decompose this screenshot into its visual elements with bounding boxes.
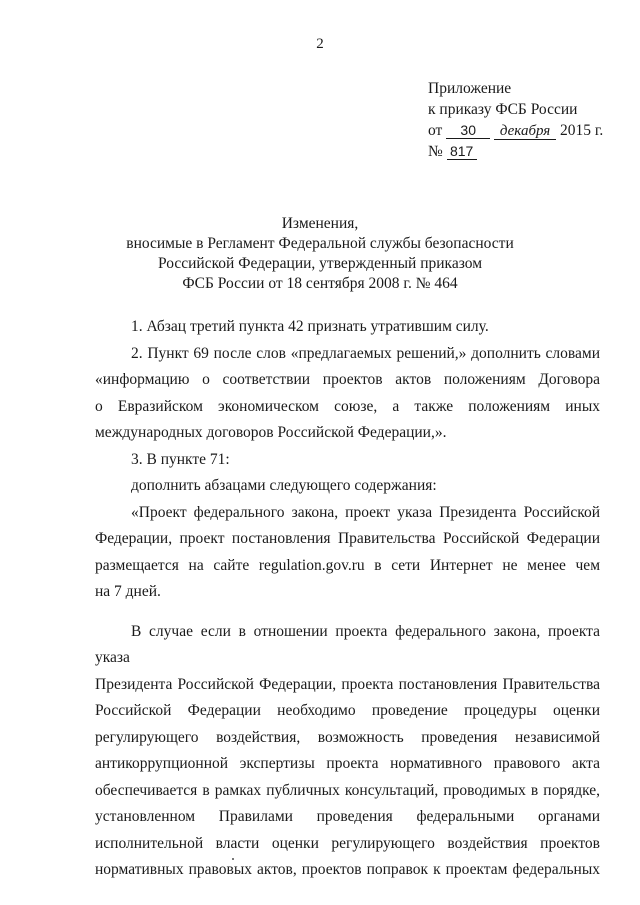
- quoted-line: исполнительной власти оценки регулирующего воздействия проектов: [95, 834, 600, 852]
- item-2-line: о Евразийском экономическом союзе, а также положениям иных: [95, 397, 600, 415]
- title-line-4: ФСБ России от 18 сентября 2008 г. № 464: [182, 275, 458, 292]
- quoted-line: Российской Федерации необходимо проведение процедуры оценки: [95, 702, 600, 719]
- quoted-line: нормативных правовых актов, проектов поправок к проектам федеральных: [95, 861, 600, 878]
- title-line-1: Изменения,: [281, 215, 359, 232]
- appendix-month: декабря: [494, 123, 556, 140]
- appendix-year: 2015 г.: [559, 122, 604, 139]
- quoted-paragraph-1: [95, 500, 600, 606]
- title-line-3: Российской Федерации, утвержденный приказом: [157, 255, 483, 272]
- item-3: 3. В пункте 71:: [131, 450, 230, 468]
- quoted-line: В случае если в отношении проекта федерального закона, проекта указа: [95, 622, 600, 666]
- item-3-intro: дополнить абзацами следующего содержания:: [131, 477, 437, 494]
- quoted-line: установленном Правилами проведения федеральными органами: [95, 808, 600, 825]
- quoted-line: на 7 дней.: [95, 583, 161, 600]
- quoted-line: Федерации, проект постановления Правительства Российской Федерации: [95, 530, 600, 547]
- scan-speck: [232, 858, 234, 860]
- item-2-line: международных договоров Российской Федерации,».: [95, 424, 447, 441]
- item-2: [95, 341, 600, 447]
- item-1: 1. Абзац третий пункта 42 признать утратившим силу.: [131, 318, 489, 335]
- page-number: 2: [316, 36, 324, 52]
- quoted-line: обеспечивается в рамках публичных консультаций, проводимых в порядке,: [95, 781, 600, 799]
- appendix-label: Приложение: [428, 80, 512, 97]
- item-2-line: «информацию о соответствии проектов актов положениям Договора: [95, 371, 600, 388]
- quoted-paragraph-2: [95, 619, 600, 884]
- appendix-number-line: [428, 141, 603, 162]
- appendix-number-prefix: №: [428, 143, 443, 160]
- appendix-number: 817: [447, 143, 477, 160]
- appendix-date-line: [428, 120, 603, 141]
- quoted-line: Президента Российской Федерации, проекта постановления Правительства: [95, 675, 600, 693]
- quoted-line: антикоррупционной экспертизы проекта нормативного правового акта: [95, 755, 600, 772]
- quoted-line: «Проект федерального закона, проект указа Президента Российской: [131, 503, 600, 521]
- appendix-order-ref: к приказу ФСБ России: [428, 101, 578, 118]
- quoted-line: регулирующего воздействия, возможность проведения независимой: [95, 728, 600, 746]
- appendix-header: [428, 78, 603, 162]
- document-title: [0, 214, 640, 294]
- title-line-2: вносимые в Регламент Федеральной службы безопасности: [126, 235, 514, 252]
- item-2-line: 2. Пункт 69 после слов «предлагаемых решений,» дополнить словами: [131, 344, 600, 362]
- appendix-from-prefix: от: [428, 122, 443, 139]
- quoted-line: размещается на сайте regulation.gov.ru в сети Интернет не менее чем: [95, 556, 600, 574]
- document-body: [95, 314, 600, 884]
- appendix-day: 30: [446, 122, 490, 139]
